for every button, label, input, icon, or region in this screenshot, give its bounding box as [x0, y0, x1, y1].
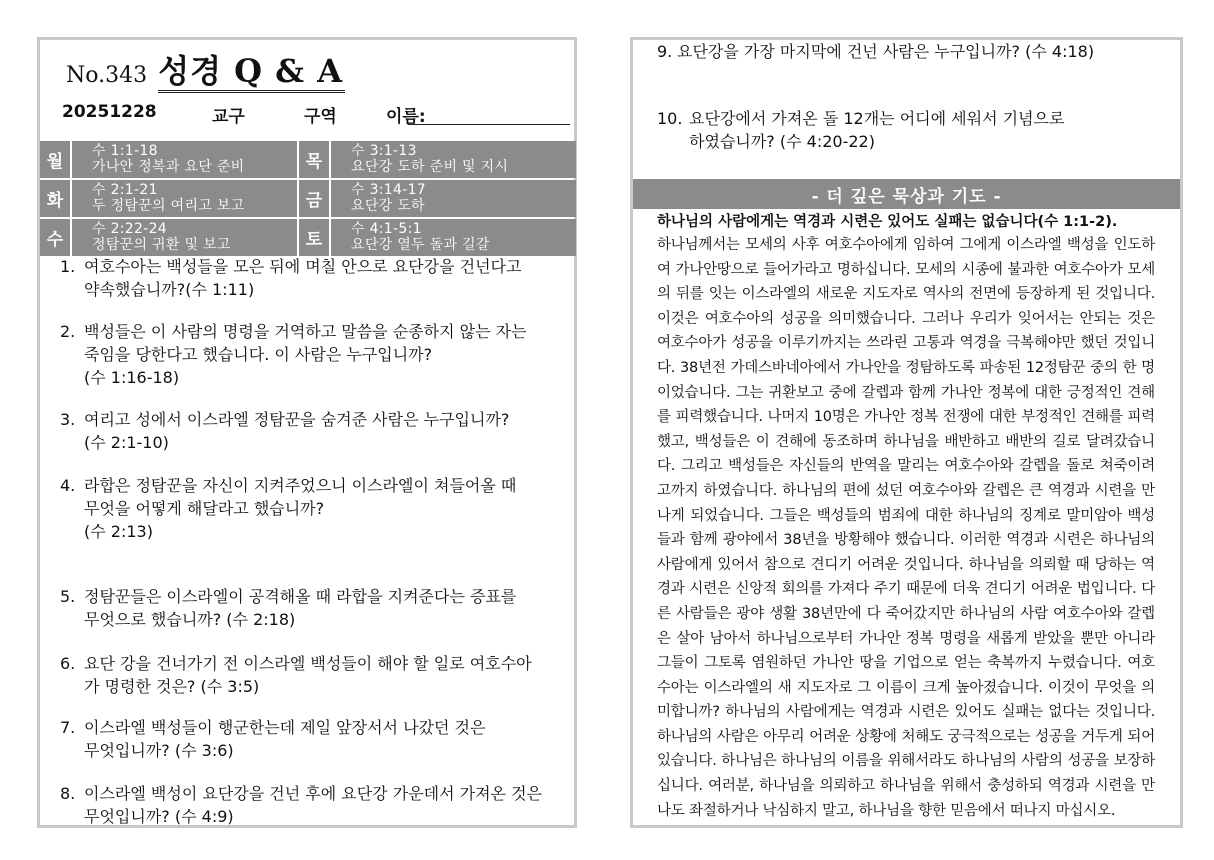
name-blank-line [408, 124, 570, 125]
schedule-text: 두 정탐꾼의 여리고 보고 [92, 198, 245, 214]
schedule-entry [72, 219, 297, 256]
title-row [66, 46, 345, 92]
question-line: (수 1:16-18) [84, 368, 180, 387]
schedule-text: 요단강 도하 준비 및 지시 [351, 159, 509, 175]
schedule-text: 요단강 도하 [351, 198, 425, 214]
question-number: 4. [60, 476, 76, 495]
question-number: 9. [657, 42, 673, 61]
question-line: 라합은 정탐꾼을 자신이 지켜주었으니 이스라엘이 쳐들어올 때 [84, 476, 517, 495]
question-line: 무엇으로 했습니까? (수 2:18) [84, 610, 296, 629]
question-item [60, 320, 580, 389]
info-row [62, 102, 562, 128]
question-number: 7. [60, 718, 76, 737]
question-line: 무엇을 어떻게 해달라고 했습니까? [84, 499, 325, 518]
schedule-row [40, 141, 576, 178]
left-page [37, 37, 577, 828]
page-title: 성경 Q & A [158, 52, 345, 93]
schedule-ref: 수 2:22-24 [92, 221, 167, 237]
question-item [60, 716, 580, 762]
section-label: 구역 [304, 107, 337, 127]
question-number: 8. [60, 784, 76, 803]
question-line: 요단강에서 가져온 돌 12개는 어디에 세워서 기념으로 [689, 109, 1065, 128]
schedule-text: 정탐꾼의 귀환 및 보고 [92, 237, 231, 253]
question-line: 요단 강을 건너가기 전 이스라엘 백성들이 해야 할 일로 여호수아 [84, 654, 532, 673]
question-item [60, 255, 580, 301]
day-label: 토 [299, 219, 329, 256]
question-line: 무엇입니까? (수 3:6) [84, 741, 234, 760]
question-item [60, 652, 580, 698]
schedule-ref: 수 3:14-17 [351, 182, 426, 198]
question-item [60, 474, 580, 543]
schedule-ref: 수 1:1-18 [92, 143, 158, 159]
question-item [60, 585, 580, 631]
question-line: 가 명령한 것은? (수 3:5) [84, 677, 260, 696]
question-line: 약속했습니까?(수 1:11) [84, 280, 255, 299]
question-line: 하였습니까? (수 4:20-22) [689, 132, 875, 151]
schedule-entry [72, 180, 297, 217]
issue-number: No.343 [66, 63, 148, 88]
question-item [60, 782, 580, 828]
day-label: 수 [40, 219, 70, 256]
name-label: 이름: [386, 107, 426, 127]
question-line: 요단강을 가장 마지막에 건넌 사람은 누구입니까? (수 4:18) [677, 42, 1095, 61]
day-label: 금 [299, 180, 329, 217]
date: 20251228 [62, 102, 157, 122]
day-label: 목 [299, 141, 329, 178]
question-line: 이스라엘 백성이 요단강을 건넌 후에 요단강 가운데서 가져온 것은 [84, 784, 543, 803]
schedule-ref: 수 4:1-5:1 [351, 221, 422, 237]
schedule-text: 가나안 정복과 요단 준비 [92, 159, 245, 175]
question-item [657, 40, 1177, 63]
schedule-entry [72, 141, 297, 178]
meditation-body: 하나님께서는 모세의 사후 여호수아에게 임하여 그에게 이스라엘 백성을 인도하여 가나안땅으로 들어가라고 명하십니다. 모세의 시종에 불과한 여호수아가 모세의 뒤를 잇는 이스라엘의 새로운 지도자로 역사의 전면에 등장하게 된 것입니다. 이것은 여호수아의 성공을 의미했습니다. 그러나 우리가 잊어서는 안되는 것은 여호수아가 성공을 이루기까지는 쓰라린 고통과 역경을 극복해야만 했던 것입니다. 38년전 가데스바네아에서 가나안을 정탐하도록 파송된 12정탐꾼 중의 한 명이었습니다. 그는 귀환보고 중에 갈렙과 함께 가나안 정복에 대한 긍정적인 견해를 피력했습니다. 나머지 10명은 가나안 정복 전쟁에 대한 부정적인 견해를 피력했고, 백성들은 이 견해에 동조하며 하나님을 배반하고 배반의 길로 달려갔습니다. 그리고 백성들은 자신들의 반역을 말리는 여호수아와 갈렙을 돌로 쳐죽이려고까지 하였습니다. 하나님의 편에 섰던 여호수아와 갈렙은 큰 역경과 시련을 만나게 되었습니다. 그들은 백성들의 범죄에 대한 하나님의 징계로 말미암아 백성들과 함께 광야에서 38년을 방황해야 했습니다. 이러한 역경과 시련은 하나님의 사람에게 있어서 참으로 견디기 어려운 것입니다. 하나님을 의뢰할 때 당하는 역경과 시련은 신앙적 회의를 가져다 주기 때문에 더욱 견디기 어려운 법입니다. 다른 사람들은 광야 생활 38년만에 다 죽어갔지만 하나님의 사람 여호수아와 갈렙은 살아 남아서 하나님으로부터 가나안 정복 명령을 새롭게 받았을 뿐만 아니라 그들이 그토록 염원하던 가나안 땅을 기업으로 얻는 축복까지 누렸습니다. 여호수아는 이스라엘의 새 지도자로 그 이름이 크게 높아졌습니다. 이것이 무엇을 의미합니까? 하나님의 사람에게는 역경과 시련은 있어도 실패는 없다는 것입니다. 하나님의 사람은 아무리 어려운 상황에 처해도 궁극적으로는 성공을 거두게 되어있습니다. 하나님은 하나님의 이름을 위해서라도 하나님의 사람의 성공을 보장하십니다. 여러분, 하나님을 의뢰하고 하나님을 위해서 충성하되 역경과 시련을 만나도 좌절하거나 낙심하지 말고, 하나님을 향한 믿음에서 떠나지 마십시오. [657, 237, 1155, 819]
right-page [630, 37, 1183, 828]
question-line: 여리고 성에서 이스라엘 정탐꾼을 숨겨준 사람은 누구입니까? [84, 410, 510, 429]
reading-schedule [40, 141, 576, 258]
question-number: 5. [60, 587, 76, 606]
question-line: 무엇입니까? (수 4:9) [84, 807, 234, 826]
question-line: (수 2:1-10) [84, 433, 169, 452]
schedule-entry [331, 219, 576, 256]
meditation-heading: 하나님의 사람에게는 역경과 시련은 있어도 실패는 없습니다(수 1:1-2). [657, 214, 1118, 230]
question-line: 이스라엘 백성들이 행군한는데 제일 앞장서서 나갔던 것은 [84, 718, 486, 737]
question-number: 6. [60, 654, 76, 673]
day-label: 월 [40, 141, 70, 178]
question-line: 정탐꾼들은 이스라엘이 공격해올 때 라합을 지켜준다는 증표를 [84, 587, 517, 606]
schedule-ref: 수 3:1-13 [351, 143, 417, 159]
question-line: 죽임을 당한다고 했습니다. 이 사람은 누구입니까? [84, 345, 433, 364]
question-number: 10. [657, 109, 683, 128]
question-line: 백성들은 이 사람의 명령을 거역하고 말씀을 순종하지 않는 자는 [84, 322, 527, 341]
schedule-entry [331, 180, 576, 217]
schedule-entry [331, 141, 576, 178]
question-number: 1. [60, 257, 76, 276]
question-line: (수 2:13) [84, 522, 153, 541]
schedule-row [40, 219, 576, 256]
question-number: 3. [60, 410, 76, 429]
question-item [60, 408, 580, 454]
question-line: 여호수아는 백성들을 모은 뒤에 며칠 안으로 요단강을 건넌다고 [84, 257, 522, 276]
district-label: 교구 [212, 107, 245, 127]
day-label: 화 [40, 180, 70, 217]
schedule-ref: 수 2:1-21 [92, 182, 158, 198]
meditation-banner: - 더 깊은 묵상과 기도 - [633, 179, 1180, 209]
question-number: 2. [60, 322, 76, 341]
schedule-text: 요단강 열두 돌과 길갈 [351, 237, 490, 253]
schedule-row [40, 180, 576, 217]
question-item [657, 107, 1177, 153]
